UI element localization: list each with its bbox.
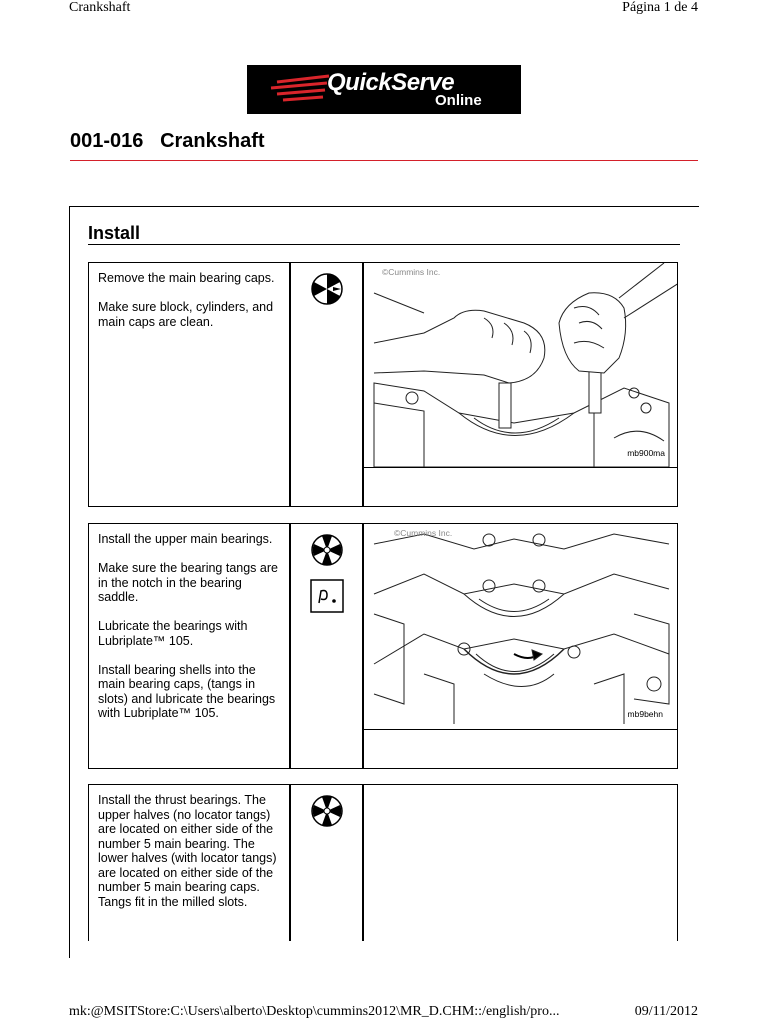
page-header-title: Crankshaft bbox=[69, 0, 131, 15]
figure-label: mb9behn bbox=[627, 709, 663, 719]
figure-watermark: ©Cummins Inc. bbox=[394, 528, 453, 538]
step-1-figure-divider bbox=[364, 467, 677, 468]
step-2-text bbox=[98, 532, 283, 735]
step-3-text bbox=[98, 793, 283, 924]
print-date: 09/11/2012 bbox=[634, 1004, 698, 1019]
step-text-paragraph: Install the upper main bearings. bbox=[98, 532, 273, 546]
step-text-paragraph: Make sure the bearing tangs are in the notch in the bearing saddle. bbox=[98, 561, 278, 604]
step-text-paragraph: Install bearing shells into the main bearing caps, (tangs in slots) and lubricate the bearings with Lubriplate™ 105. bbox=[98, 662, 276, 720]
step-text-paragraph: Lubricate the bearings with Lubriplate™ 105. bbox=[98, 619, 248, 648]
content-frame-left bbox=[69, 206, 70, 958]
figure-watermark: ©Cummins Inc. bbox=[382, 267, 441, 277]
remove-icon bbox=[309, 271, 345, 312]
page-source-url: mk:@MSITStore:C:\Users\alberto\Desktop\cummins2012\MR_D.CHM::/english/pro... bbox=[69, 1004, 560, 1019]
install-icon bbox=[309, 793, 345, 834]
step-text-paragraph: Make sure block, cylinders, and main caps are clean. bbox=[98, 300, 274, 329]
quickserve-logo bbox=[247, 65, 521, 114]
content-frame-top bbox=[69, 206, 699, 207]
step-3 bbox=[88, 784, 678, 941]
logo-wordmark: QuickServe bbox=[327, 69, 455, 96]
step-text-paragraph: Remove the main bearing caps. bbox=[98, 271, 275, 285]
step-2 bbox=[88, 523, 678, 769]
section-title: Install bbox=[88, 223, 141, 243]
page-title: 001-016 Crankshaft bbox=[70, 130, 265, 152]
section-divider bbox=[88, 244, 680, 245]
logo-subtitle: Online bbox=[435, 92, 482, 109]
page-number: Página 1 de 4 bbox=[622, 0, 698, 15]
title-divider bbox=[70, 160, 698, 161]
step-1-figure bbox=[364, 263, 677, 467]
figure-label: mb900ma bbox=[627, 448, 665, 458]
step-2-figure-divider bbox=[364, 729, 677, 730]
install-icon bbox=[309, 532, 345, 573]
step-1-text bbox=[98, 271, 283, 344]
step-text-paragraph: Install the thrust bearings. The upper halves (no locator tangs) are located on either side of the number 5 main bearing. The lower halves (with locator tangs) are located on either side of the number 5 main bearing caps. Tangs fit in the milled slots. bbox=[98, 793, 277, 909]
lubricate-icon bbox=[310, 579, 344, 618]
step-2-figure bbox=[364, 524, 677, 729]
step-1 bbox=[88, 262, 678, 507]
